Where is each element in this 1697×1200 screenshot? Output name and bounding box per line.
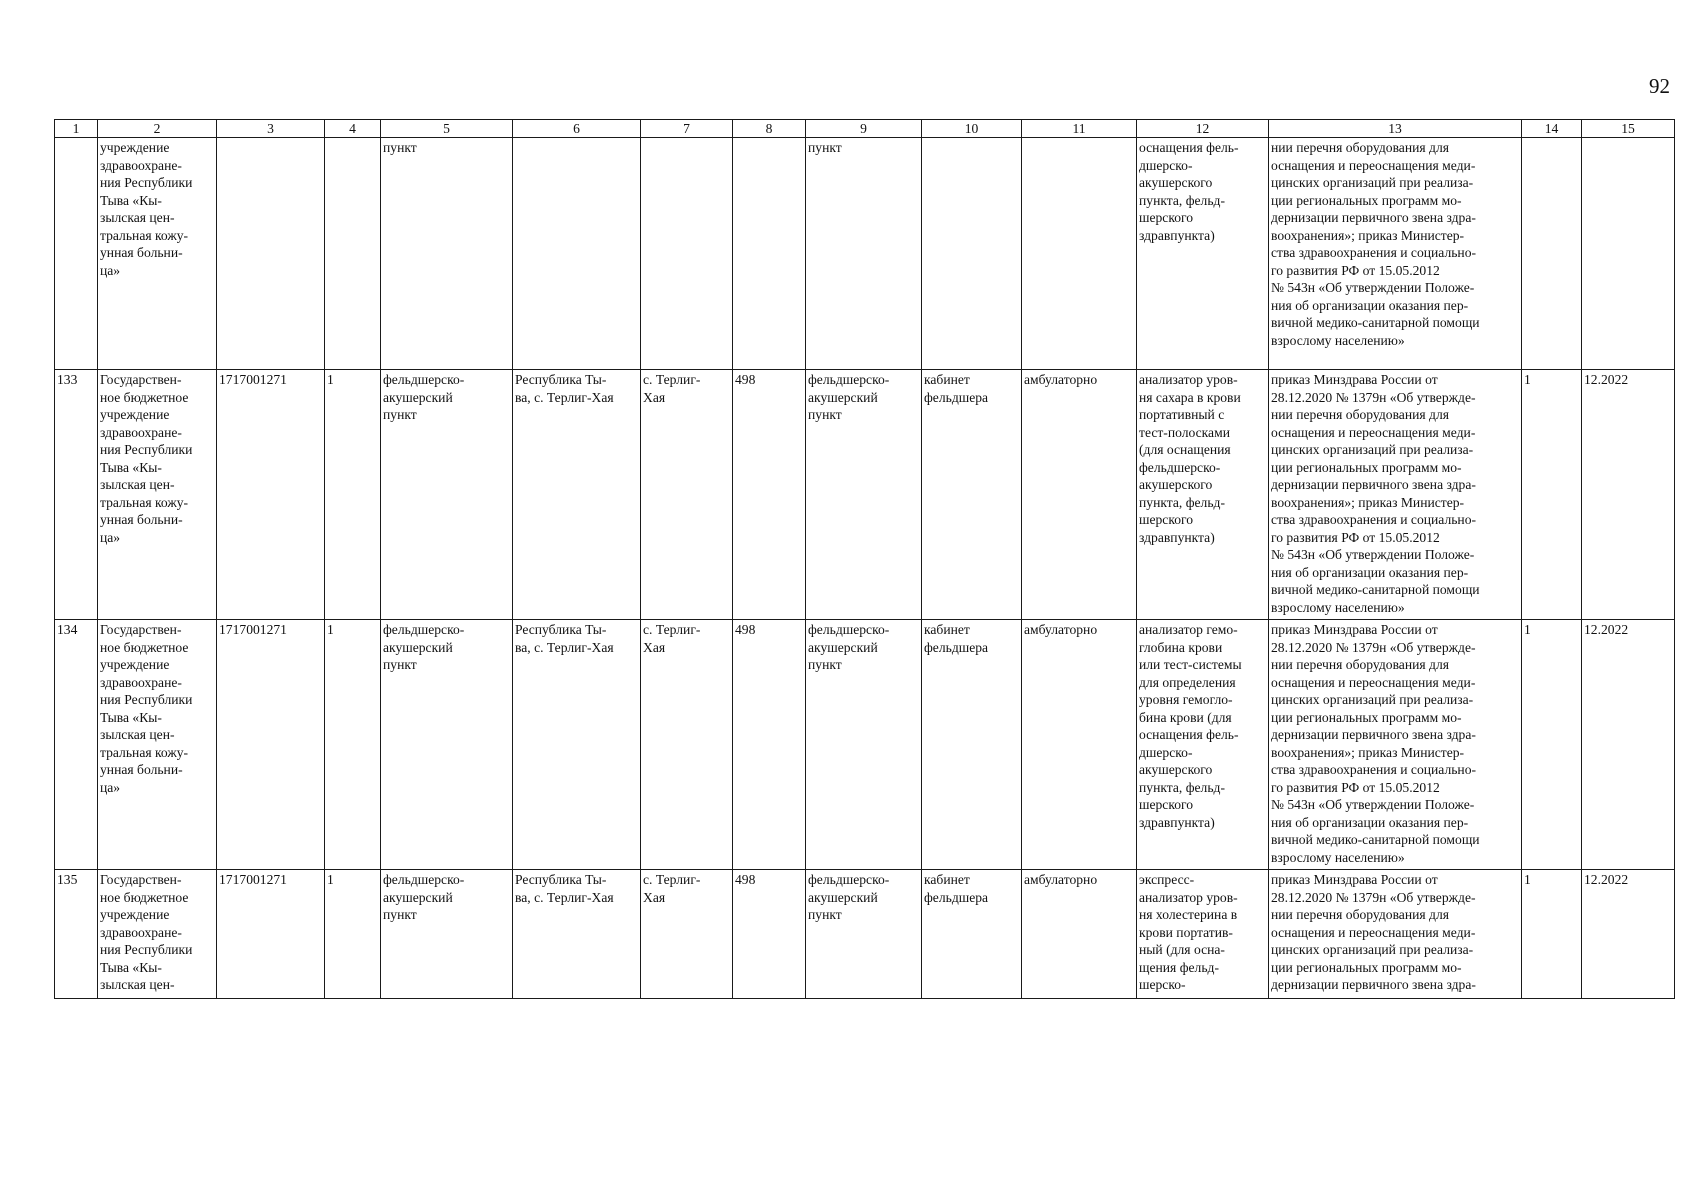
cell-num: 134 (55, 620, 98, 870)
cell-equipment: анализатор гемо- глобина крови или тест-системы для определения уровня гемогло- бина крови (для оснащения фель- дшерско- акушерского пункта, фельд- шерского здравпункта) (1137, 620, 1269, 870)
cell-organization: Государствен- ное бюджетное учреждение здравоохране- ния Республики Тыва «Кы- зылская цен- (98, 870, 217, 999)
cell-organization: учреждение здравоохране- ния Республики Тыва «Кы- зылская цен- тральная кожу- унная больни- ца» (98, 138, 217, 370)
cell-quantity (325, 138, 381, 370)
cell-care-mode: амбулаторно (1022, 370, 1137, 620)
cell-date (1582, 138, 1675, 370)
cell-code: 498 (733, 620, 806, 870)
col-header-12: 12 (1137, 120, 1269, 138)
cell-room: кабинет фельдшера (922, 620, 1022, 870)
cell-unit-type: фельдшерско- акушерский пункт (381, 870, 513, 999)
cell-quantity: 1 (325, 620, 381, 870)
cell-address: Республика Ты- ва, с. Терлиг-Хая (513, 620, 641, 870)
cell-division-type: фельдшерско- акушерский пункт (806, 870, 922, 999)
cell-date: 12.2022 (1582, 870, 1675, 999)
cell-code: 498 (733, 370, 806, 620)
cell-count: 1 (1522, 620, 1582, 870)
cell-inn (217, 138, 325, 370)
cell-address: Республика Ты- ва, с. Терлиг-Хая (513, 870, 641, 999)
cell-room (922, 138, 1022, 370)
col-header-1: 1 (55, 120, 98, 138)
column-number-row (55, 120, 1675, 138)
cell-room: кабинет фельдшера (922, 370, 1022, 620)
cell-unit-type: пункт (381, 138, 513, 370)
table-row (55, 620, 1675, 870)
cell-num: 133 (55, 370, 98, 620)
cell-legal-basis: приказ Минздрава России от 28.12.2020 № 1379н «Об утвержде- нии перечня оборудования для оснащения и переоснащения меди- цинских организаций при реализа- ции региональных программ мо- дернизации первичного звена здра- воохранения»; приказ Министер- ства здравоохранения и социально- го развития РФ от 15.05.2012 № 543н «Об утверждении Положе- ния об организации оказания пер- вичной медико-санитарной помощи взрослому населению» (1269, 620, 1522, 870)
col-header-14: 14 (1522, 120, 1582, 138)
cell-address (513, 138, 641, 370)
cell-division-type: фельдшерско- акушерский пункт (806, 370, 922, 620)
cell-quantity: 1 (325, 870, 381, 999)
cell-locality: с. Терлиг- Хая (641, 370, 733, 620)
cell-room: кабинет фельдшера (922, 870, 1022, 999)
cell-count: 1 (1522, 370, 1582, 620)
cell-care-mode (1022, 138, 1137, 370)
cell-care-mode: амбулаторно (1022, 870, 1137, 999)
cell-count: 1 (1522, 870, 1582, 999)
col-header-9: 9 (806, 120, 922, 138)
cell-division-type: пункт (806, 138, 922, 370)
table-row (55, 870, 1675, 999)
cell-unit-type: фельдшерско- акушерский пункт (381, 620, 513, 870)
cell-locality: с. Терлиг- Хая (641, 620, 733, 870)
cell-locality: с. Терлиг- Хая (641, 870, 733, 999)
col-header-4: 4 (325, 120, 381, 138)
table-row (55, 370, 1675, 620)
cell-organization: Государствен- ное бюджетное учреждение здравоохране- ния Республики Тыва «Кы- зылская цен- тральная кожу- унная больни- ца» (98, 370, 217, 620)
col-header-3: 3 (217, 120, 325, 138)
cell-legal-basis: приказ Минздрава России от 28.12.2020 № 1379н «Об утвержде- нии перечня оборудования для оснащения и переоснащения меди- цинских организаций при реализа- ции региональных программ мо- дернизации первичного звена здра- (1269, 870, 1522, 999)
cell-inn: 1717001271 (217, 870, 325, 999)
cell-date: 12.2022 (1582, 620, 1675, 870)
cell-organization: Государствен- ное бюджетное учреждение здравоохране- ния Республики Тыва «Кы- зылская цен- тральная кожу- унная больни- ца» (98, 620, 217, 870)
col-header-10: 10 (922, 120, 1022, 138)
cell-equipment: оснащения фель- дшерско- акушерского пункта, фельд- шерского здравпункта) (1137, 138, 1269, 370)
cell-quantity: 1 (325, 370, 381, 620)
col-header-7: 7 (641, 120, 733, 138)
cell-address: Республика Ты- ва, с. Терлиг-Хая (513, 370, 641, 620)
cell-equipment: экспресс- анализатор уров- ня холестерина в крови портатив- ный (для осна- щения фельд- шерско- (1137, 870, 1269, 999)
cell-equipment: анализатор уров- ня сахара в крови портативный с тест-полосками (для оснащения фельдшерско- акушерского пункта, фельд- шерского здравпункта) (1137, 370, 1269, 620)
cell-count (1522, 138, 1582, 370)
col-header-5: 5 (381, 120, 513, 138)
col-header-2: 2 (98, 120, 217, 138)
cell-num: 135 (55, 870, 98, 999)
col-header-13: 13 (1269, 120, 1522, 138)
col-header-8: 8 (733, 120, 806, 138)
cell-legal-basis: нии перечня оборудования для оснащения и переоснащения меди- цинских организаций при реализа- ции региональных программ мо- дернизации первичного звена здра- воохранения»; приказ Министер- ства здравоохранения и социально- го развития РФ от 15.05.2012 № 543н «Об утверждении Положе- ния об организации оказания пер- вичной медико-санитарной помощи взрослому населению» (1269, 138, 1522, 370)
cell-inn: 1717001271 (217, 620, 325, 870)
table-row (55, 138, 1675, 370)
cell-division-type: фельдшерско- акушерский пункт (806, 620, 922, 870)
col-header-11: 11 (1022, 120, 1137, 138)
cell-locality (641, 138, 733, 370)
cell-legal-basis: приказ Минздрава России от 28.12.2020 № 1379н «Об утвержде- нии перечня оборудования для оснащения и переоснащения меди- цинских организаций при реализа- ции региональных программ мо- дернизации первичного звена здра- воохранения»; приказ Министер- ства здравоохранения и социально- го развития РФ от 15.05.2012 № 543н «Об утверждении Положе- ния об организации оказания пер- вичной медико-санитарной помощи взрослому населению» (1269, 370, 1522, 620)
cell-code: 498 (733, 870, 806, 999)
page-number: 92 (1649, 74, 1670, 98)
col-header-6: 6 (513, 120, 641, 138)
cell-care-mode: амбулаторно (1022, 620, 1137, 870)
cell-date: 12.2022 (1582, 370, 1675, 620)
equipment-table (54, 119, 1675, 999)
cell-unit-type: фельдшерско- акушерский пункт (381, 370, 513, 620)
col-header-15: 15 (1582, 120, 1675, 138)
cell-code (733, 138, 806, 370)
cell-num (55, 138, 98, 370)
cell-inn: 1717001271 (217, 370, 325, 620)
